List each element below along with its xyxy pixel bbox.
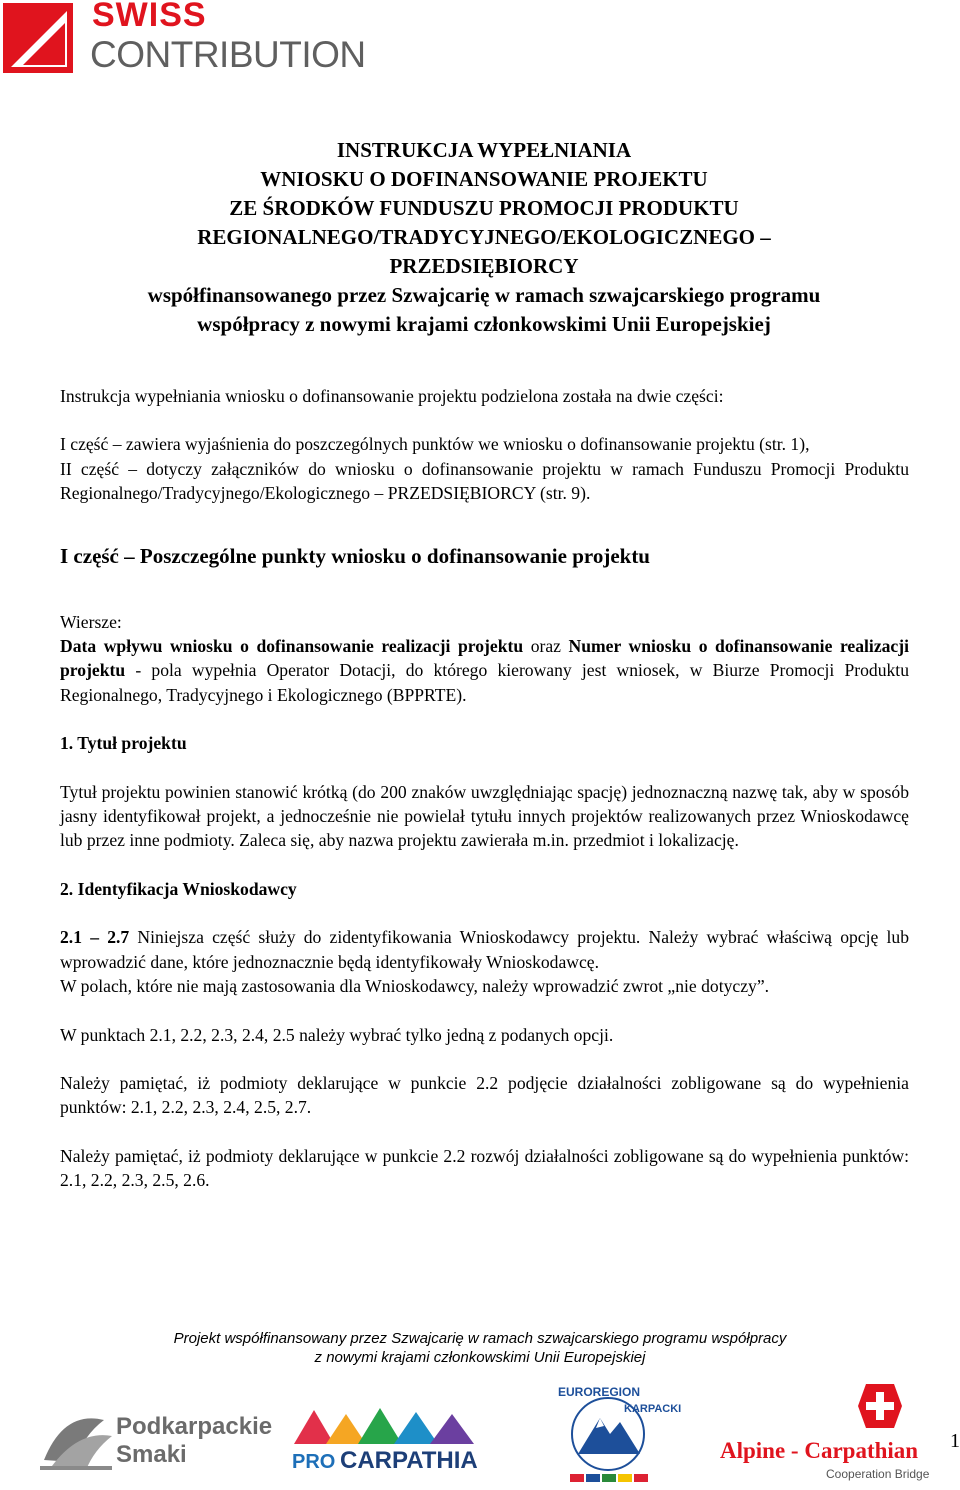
section-2-paragraph bbox=[60, 925, 909, 974]
podkarpackie-smaki-logo bbox=[34, 1400, 273, 1480]
intro-part1-description: I część – zawiera wyjaśnienia do poszczególnych punktów we wniosku o dofinansowanie projektu (str. 1), bbox=[60, 434, 810, 455]
section-1-text: Tytuł projektu powinien stanowić krótką (do 200 znaków uwzględniając spację) jednoznaczną nazwę tak, aby w sposób jasny identyfikował projekt, a jednocześnie nie powielał tytułu innych projektów realizowanych przez Wnioskodawcę lub przez inne podmioty. Zaleca się, aby nazwa projektu zawierała m.in. przedmiot i lokalizację. bbox=[60, 781, 909, 851]
intro-paragraph: Instrukcja wypełniania wniosku o dofinansowanie projektu podzielona została na dwie części: bbox=[60, 386, 724, 406]
rows-paragraph bbox=[60, 634, 909, 707]
swiss-flag-icon bbox=[3, 3, 73, 73]
title-line: PRZEDSIĘBIORCY bbox=[389, 254, 579, 278]
rows-bold-2: Numer wniosku o dofinansowanie realizacji projektu bbox=[60, 636, 909, 681]
logo-text-swiss: SWISS bbox=[92, 0, 207, 34]
intro-part2-description: II część – dotyczy załączników do wniosku o dofinansowanie projektu w ramach Funduszu Promocji Produktu Regionalnego/Tradycyjnego/Ekologicznego – PRZEDSIĘBIORCY (str. 9). bbox=[60, 458, 909, 504]
section-2-range: 2.1 – 2.7 bbox=[60, 927, 130, 948]
podkarpackie-smaki-emblem-icon bbox=[40, 1418, 112, 1470]
footer-line: Projekt współfinansowany przez Szwajcarię w ramach szwajcarskiego programu współpracy bbox=[173, 1330, 787, 1347]
rows-text-2: - pola wypełnia Operator Dotacji, do którego kierowany jest wniosek, w Biurze Promocji Produktu Regionalnego, Tradycyjnego i Ekologicznego (BPPRTE). bbox=[60, 660, 909, 705]
title-line: współfinansowanego przez Szwajcarię w ramach szwajcarskiego programu bbox=[147, 283, 821, 307]
section-2-options-note: W punktach 2.1, 2.2, 2.3, 2.4, 2.5 należy wybrać tylko jedną z podanych opcji. bbox=[60, 1024, 614, 1045]
footer-line: z nowymi krajami członkowskimi Unii Europejskiej bbox=[314, 1349, 646, 1366]
page-number: 1 bbox=[950, 1430, 960, 1452]
section-heading-part1: I część – Poszczególne punkty wniosku o dofinansowanie projektu bbox=[60, 543, 650, 568]
rows-bold-1: Data wpływu wniosku o dofinansowanie realizacji projektu bbox=[60, 636, 524, 657]
section-2-development-note: Należy pamiętać, iż podmioty deklarujące w punkcie 2.2 rozwój działalności zobligowane są do wypełnienia punktów: 2.1, 2.2, 2.3, 2.5, 2.6. bbox=[60, 1145, 909, 1191]
section-2-start-note: Należy pamiętać, iż podmioty deklarujące w punkcie 2.2 podjęcie działalności zobligowane są do wypełnienia punktów: 2.1, 2.2, 2.3, 2.4, 2.5, 2.7. bbox=[60, 1072, 909, 1118]
euroregion-text-top: EUROREGION bbox=[558, 1385, 641, 1399]
podkarpackie-logo-text2: Smaki bbox=[116, 1441, 187, 1468]
rows-label: Wiersze: bbox=[60, 611, 122, 632]
logo-text-contribution: CONTRIBUTION bbox=[90, 34, 366, 75]
title-line: ZE ŚRODKÓW FUNDUSZU PROMOCJI PRODUKTU bbox=[229, 196, 739, 220]
procarpathia-mountains-icon bbox=[294, 1408, 474, 1444]
section-2-heading: 2. Identyfikacja Wnioskodawcy bbox=[60, 878, 297, 899]
procarpathia-logo bbox=[290, 1400, 490, 1472]
partner-logos bbox=[0, 1378, 960, 1490]
podkarpackie-logo-text1: Podkarpackie bbox=[116, 1413, 273, 1440]
document-title bbox=[60, 136, 908, 339]
rows-text-1: oraz bbox=[523, 636, 569, 657]
euroregion-text-right: KARPACKI bbox=[624, 1403, 682, 1415]
document-body bbox=[60, 384, 909, 1193]
title-line: WNIOSKU O DOFINANSOWANIE PROJEKTU bbox=[260, 167, 708, 191]
alpine-carpathian-logo bbox=[716, 1378, 946, 1486]
title-line: REGIONALNEGO/TRADYCYJNEGO/EKOLOGICZNEGO – bbox=[197, 225, 771, 249]
section-1-heading: 1. Tytuł projektu bbox=[60, 733, 187, 754]
euroregion-karpacki-logo bbox=[548, 1382, 682, 1486]
title-line: współpracy z nowymi krajami członkowskimi Unii Europejskiej bbox=[197, 312, 771, 336]
section-2-paragraph-2: W polach, które nie mają zastosowania dla Wnioskodawcy, należy wprowadzić zwrot „nie dotyczy”. bbox=[60, 976, 770, 997]
procarpathia-pro-text: PRO bbox=[292, 1451, 336, 1473]
alpine-carpathian-subtitle: Cooperation Bridge bbox=[826, 1467, 930, 1481]
title-line: INSTRUKCJA WYPEŁNIANIA bbox=[336, 138, 632, 162]
procarpathia-rest-text: CARPATHIA bbox=[340, 1447, 478, 1474]
footer-cofinancing-note bbox=[0, 1329, 960, 1367]
section-2-text: Niniejsza część służy do zidentyfikowania Wnioskodawcy projektu. Należy wybrać właściwą opcję lub wprowadzić dane, które jednoznacznie będą identyfikowały Wnioskodawcę. bbox=[60, 927, 909, 972]
alpine-carpathian-title: Alpine - Carpathian bbox=[720, 1438, 919, 1463]
swiss-cross-icon bbox=[858, 1384, 902, 1428]
swiss-contribution-logo bbox=[0, 0, 366, 80]
